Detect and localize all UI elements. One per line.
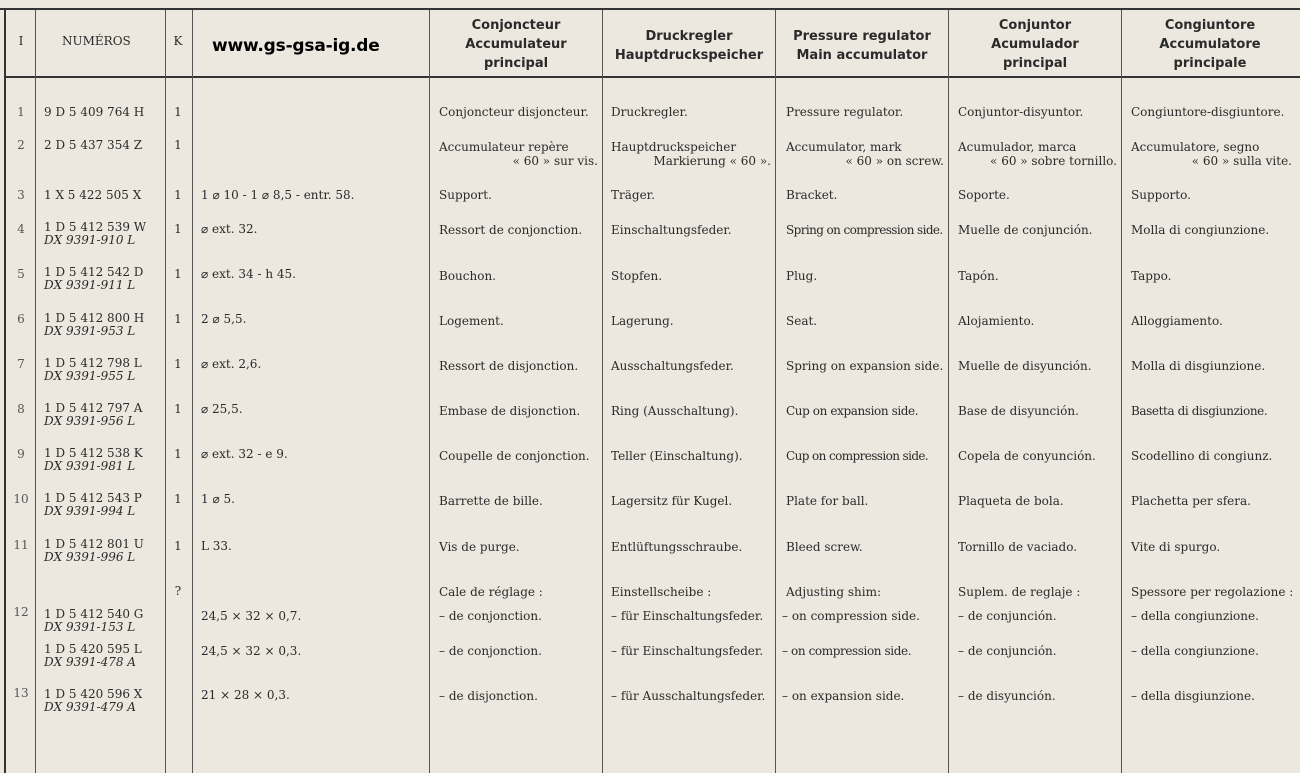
part-number: 1 D 5 420 595 L — [44, 642, 142, 656]
label-en: Pressure regulator. — [786, 105, 904, 119]
label-es: Muelle de disyunción. — [958, 359, 1092, 373]
part-number: 1 D 5 412 801 U — [44, 537, 144, 551]
dimensions: ⌀ ext. 2,6. — [201, 357, 262, 371]
quantity: 1 — [174, 492, 182, 506]
label-es: Alojamiento. — [958, 314, 1035, 328]
label-de: Stopfen. — [611, 269, 663, 283]
label-de: Lagersitz für Kugel. — [611, 494, 733, 508]
label-es-continued: « 60 » sobre tornillo. — [990, 154, 1117, 168]
label-fr: Bouchon. — [439, 269, 496, 283]
dx-number: DX 9391-996 L — [44, 550, 136, 564]
label-fr: Vis de purge. — [439, 540, 520, 554]
header-rule — [4, 76, 1300, 78]
column-divider — [192, 10, 193, 773]
dimensions: ⌀ 25,5. — [201, 402, 243, 416]
label-en-continued: « 60 » on screw. — [845, 154, 944, 168]
dimensions: 1 ⌀ 10 - 1 ⌀ 8,5 - entr. 58. — [201, 188, 355, 202]
row-index: 12 — [13, 605, 29, 619]
dimensions: ⌀ ext. 34 - h 45. — [201, 267, 296, 281]
label-fr: – de conjonction. — [439, 609, 542, 623]
part-number: 1 D 5 412 798 L — [44, 356, 142, 370]
label-es: Muelle de conjunción. — [958, 223, 1093, 237]
label-fr: Ressort de conjonction. — [439, 223, 583, 237]
quantity: 1 — [174, 357, 182, 371]
part-number: 9 D 5 409 764 H — [44, 105, 145, 119]
column-divider — [602, 10, 603, 773]
label-en: Spring on expansion side. — [786, 359, 944, 373]
label-en: – on compression side. — [782, 644, 912, 658]
label-it: Tappo. — [1131, 269, 1172, 283]
label-fr: Embase de disjonction. — [439, 404, 581, 418]
label-de: Druckregler. — [611, 105, 688, 119]
row-index: 3 — [17, 188, 25, 202]
row-index: 6 — [17, 312, 25, 326]
header-numeros: NUMÉROS — [62, 34, 131, 48]
left-rule — [4, 8, 6, 773]
dimensions: 21 × 28 × 0,3. — [201, 688, 290, 702]
label-fr: Support. — [439, 188, 492, 202]
dx-number: DX 9391-953 L — [44, 324, 136, 338]
label-fr: – de disjonction. — [439, 689, 538, 703]
label-fr-continued: « 60 » sur vis. — [512, 154, 598, 168]
label-it: Scodellino di congiunz. — [1131, 449, 1273, 463]
label-es: Base de disyunción. — [958, 404, 1079, 418]
label-it: Vite di spurgo. — [1131, 540, 1221, 554]
label-en: Bleed screw. — [786, 540, 863, 554]
label-fr: Logement. — [439, 314, 504, 328]
row-index: 4 — [17, 222, 25, 236]
dx-number: DX 9391-153 L — [44, 620, 136, 634]
part-number: 1 X 5 422 505 X — [44, 188, 142, 202]
label-es: Plaqueta de bola. — [958, 494, 1064, 508]
label-en: Bracket. — [786, 188, 838, 202]
quantity: 1 — [174, 138, 182, 152]
row-index: 11 — [13, 538, 29, 552]
label-fr: Accumulateur repère — [439, 140, 569, 154]
header-index: I — [18, 34, 24, 48]
label-it: – della disgiunzione. — [1131, 689, 1255, 703]
quantity: 1 — [174, 222, 182, 236]
label-it: Supporto. — [1131, 188, 1191, 202]
column-divider — [165, 10, 166, 773]
label-de: Entlüftungsschraube. — [611, 540, 743, 554]
quantity-unknown: ? — [174, 584, 182, 598]
dx-number: DX 9391-478 A — [44, 655, 136, 669]
part-number: 1 D 5 412 797 A — [44, 401, 143, 415]
row-index: 1 — [17, 105, 25, 119]
label-en: – on expansion side. — [782, 689, 905, 703]
part-number: 2 D 5 437 354 Z — [44, 138, 143, 152]
quantity: 1 — [174, 402, 182, 416]
part-number: 1 D 5 412 542 D — [44, 265, 144, 279]
header-italian: Congiuntore Accumulatore principale — [1159, 18, 1261, 71]
dx-number: DX 9391-981 L — [44, 459, 136, 473]
label-it: Alloggiamento. — [1131, 314, 1223, 328]
dx-number: DX 9391-956 L — [44, 414, 136, 428]
label-es: – de conjunción. — [958, 644, 1057, 658]
label-en: – on compression side. — [782, 609, 920, 623]
label-fr: Barrette de bille. — [439, 494, 543, 508]
shim-label-it: Spessore per regolazione : — [1131, 585, 1294, 599]
header-spanish: Conjuntor Acumulador principal — [991, 18, 1079, 71]
label-fr: Conjoncteur disjoncteur. — [439, 105, 589, 119]
header-german: Druckregler Hauptdruckspeicher — [614, 29, 764, 63]
label-en: Cup on compression side. — [786, 449, 929, 463]
row-index: 5 — [17, 267, 25, 281]
dx-number: DX 9391-479 A — [44, 700, 136, 714]
label-es: Acumulador, marca — [958, 140, 1077, 154]
top-rule — [0, 8, 1300, 10]
label-en: Spring on compression side. — [786, 223, 943, 237]
shim-label-fr: Cale de réglage : — [439, 585, 543, 599]
label-fr: Ressort de disjonction. — [439, 359, 579, 373]
label-de: Lagerung. — [611, 314, 674, 328]
quantity: 1 — [174, 105, 182, 119]
label-de: Teller (Einschaltung). — [611, 449, 743, 463]
row-index: 10 — [13, 492, 29, 506]
quantity: 1 — [174, 539, 182, 553]
label-fr: – de conjonction. — [439, 644, 542, 658]
quantity: 1 — [174, 312, 182, 326]
label-en: Cup on expansion side. — [786, 404, 919, 418]
label-it: Molla di congiunzione. — [1131, 223, 1270, 237]
part-number: 1 D 5 420 596 X — [44, 687, 143, 701]
label-it: Basetta di disgiunzione. — [1131, 404, 1268, 418]
dimensions: 24,5 × 32 × 0,3. — [201, 644, 302, 658]
row-index: 9 — [17, 447, 25, 461]
label-en: Accumulator, mark — [786, 140, 902, 154]
shim-label-en: Adjusting shim: — [786, 585, 881, 599]
row-index: 8 — [17, 402, 25, 416]
column-divider — [948, 10, 949, 773]
dx-number: DX 9391-994 L — [44, 504, 136, 518]
website-watermark: www.gs-gsa-ig.de — [212, 36, 380, 56]
label-de: Hauptdruckspeicher — [611, 140, 737, 154]
label-de: Ring (Ausschaltung). — [611, 404, 739, 418]
header-k: K — [173, 34, 183, 48]
part-number: 1 D 5 412 543 P — [44, 491, 142, 505]
label-es: Conjuntor-disyuntor. — [958, 105, 1084, 119]
label-de: Träger. — [611, 188, 655, 202]
dimensions: ⌀ ext. 32 - e 9. — [201, 447, 288, 461]
label-de: – für Einschaltungsfeder. — [611, 644, 764, 658]
label-de: Ausschaltungsfeder. — [611, 359, 734, 373]
part-number: 1 D 5 412 800 H — [44, 311, 145, 325]
dx-number: DX 9391-911 L — [44, 278, 136, 292]
shim-label-es: Suplem. de reglaje : — [958, 585, 1081, 599]
label-de: – für Ausschaltungsfeder. — [611, 689, 766, 703]
header-english: Pressure regulator Main accumulator — [793, 29, 931, 63]
label-it: Accumulatore, segno — [1131, 140, 1260, 154]
column-divider — [775, 10, 776, 773]
part-number: 1 D 5 412 539 W — [44, 220, 147, 234]
shim-label-de: Einstellscheibe : — [611, 585, 712, 599]
quantity: 1 — [174, 267, 182, 281]
label-de-continued: Markierung « 60 ». — [653, 154, 771, 168]
column-divider — [429, 10, 430, 773]
label-en: Plug. — [786, 269, 818, 283]
dx-number: DX 9391-910 L — [44, 233, 136, 247]
dimensions: L 33. — [201, 539, 232, 553]
label-it: Molla di disgiunzione. — [1131, 359, 1266, 373]
label-it: Congiuntore-disgiuntore. — [1131, 105, 1285, 119]
label-es: – de disyunción. — [958, 689, 1056, 703]
label-de: – für Einschaltungsfeder. — [611, 609, 764, 623]
label-es: – de conjunción. — [958, 609, 1057, 623]
row-index: 2 — [17, 138, 25, 152]
label-es: Tornillo de vaciado. — [958, 540, 1078, 554]
label-it: – della congiunzione. — [1131, 609, 1259, 623]
quantity: 1 — [174, 188, 182, 202]
dimensions: 24,5 × 32 × 0,7. — [201, 609, 302, 623]
dx-number: DX 9391-955 L — [44, 369, 136, 383]
label-en: Seat. — [786, 314, 818, 328]
row-index: 7 — [17, 357, 25, 371]
label-fr: Coupelle de conjonction. — [439, 449, 590, 463]
column-divider — [1121, 10, 1122, 773]
label-it: Plachetta per sfera. — [1131, 494, 1251, 508]
row-index: 13 — [13, 686, 29, 700]
label-en: Plate for ball. — [786, 494, 869, 508]
dimensions: 2 ⌀ 5,5. — [201, 312, 247, 326]
part-number: 1 D 5 412 538 K — [44, 446, 143, 460]
header-french: Conjoncteur Accumulateur principal — [465, 18, 567, 71]
label-es: Copela de conyunción. — [958, 449, 1096, 463]
label-es: Tapón. — [958, 269, 999, 283]
label-es: Soporte. — [958, 188, 1010, 202]
label-it: – della congiunzione. — [1131, 644, 1259, 658]
label-it-continued: « 60 » sulla vite. — [1191, 154, 1292, 168]
label-de: Einschaltungsfeder. — [611, 223, 732, 237]
dimensions: ⌀ ext. 32. — [201, 222, 258, 236]
column-divider — [35, 10, 36, 773]
dimensions: 1 ⌀ 5. — [201, 492, 235, 506]
quantity: 1 — [174, 447, 182, 461]
part-number: 1 D 5 412 540 G — [44, 607, 144, 621]
